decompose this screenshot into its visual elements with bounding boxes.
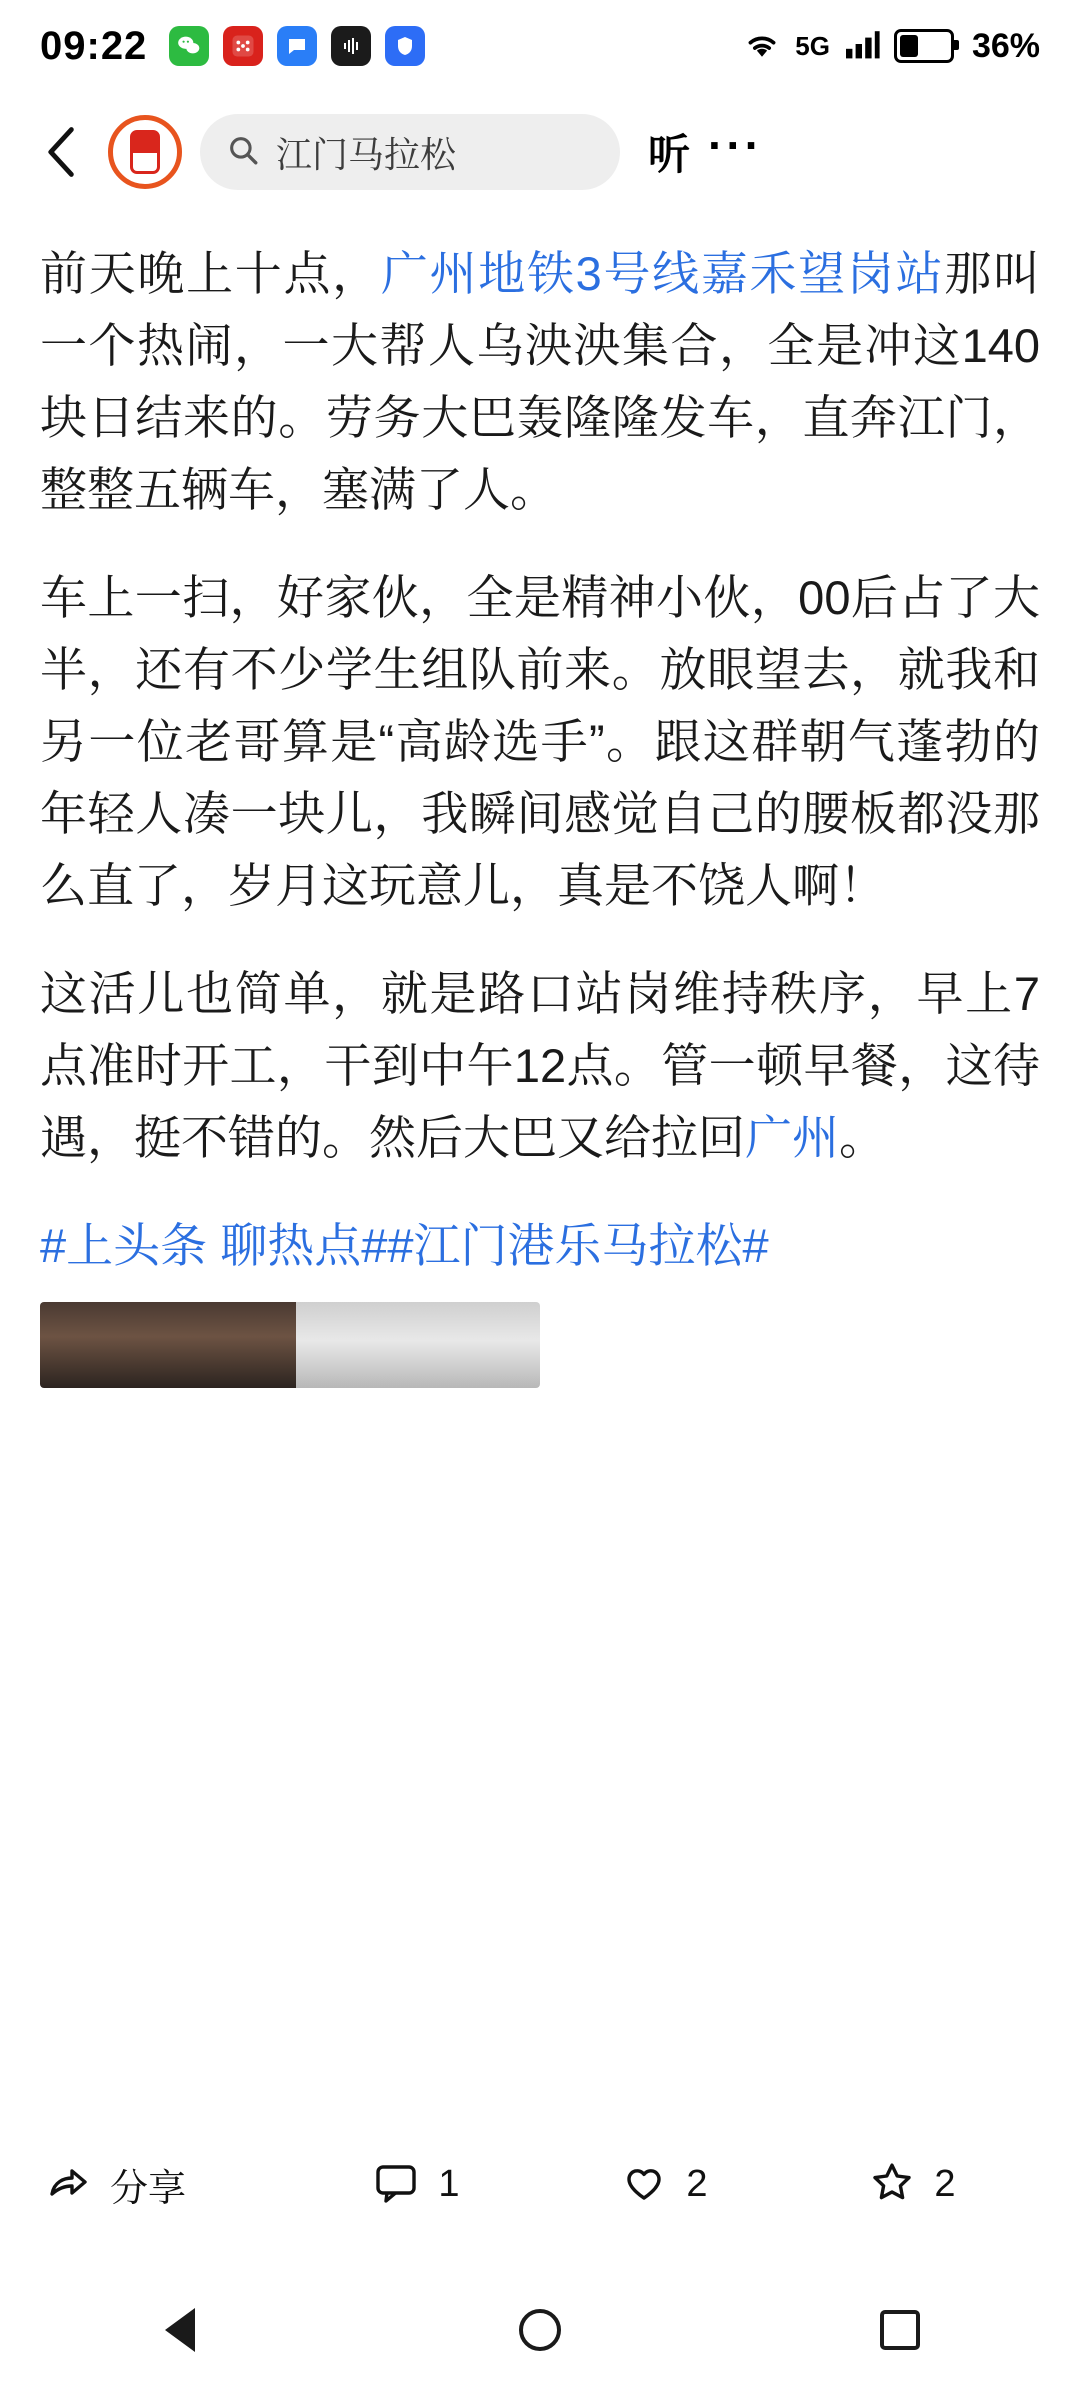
favorite-button[interactable]	[788, 2158, 1036, 2211]
back-triangle-icon	[165, 2308, 195, 2352]
article-hashtags[interactable]: #上头条 聊热点##江门港乐马拉松#	[40, 1219, 769, 1272]
audio-icon	[331, 26, 371, 66]
search-input-value: 江门马拉松	[276, 133, 457, 175]
article-paragraph-1	[40, 238, 1040, 526]
inline-link-metro-station[interactable]: 广州地铁3号线嘉禾望岗站	[380, 247, 945, 300]
back-button[interactable]	[34, 124, 90, 180]
app-bar	[0, 92, 1080, 212]
article-paragraph-3	[40, 958, 1040, 1174]
home-circle-icon	[519, 2309, 561, 2351]
signal-bars-icon	[842, 28, 882, 65]
paragraph-1-segment-3: 那叫一个热闹，一大帮人乌泱泱集合，全是冲这140块日结来的。劳务大巴轰隆隆发车，直奔江门，整整五辆车，塞满了人。	[40, 247, 1041, 516]
wifi-icon	[741, 27, 783, 66]
share-label: 分享	[110, 2167, 187, 2210]
share-icon	[44, 2158, 92, 2211]
listen-button[interactable]: 听	[648, 131, 691, 178]
system-nav-bar	[0, 2260, 1080, 2400]
status-bar	[0, 0, 1080, 92]
favorite-count: 2	[934, 2162, 956, 2205]
chevron-left-icon	[39, 124, 85, 180]
photo-thumb-2[interactable]	[296, 1302, 540, 1388]
battery-percent-label: 36%	[971, 26, 1040, 65]
photo-thumb-1[interactable]	[40, 1302, 296, 1388]
nav-recents-button[interactable]	[840, 2285, 960, 2375]
toutiao-logo-icon[interactable]	[108, 115, 182, 189]
network-type-label: 5G	[795, 30, 830, 61]
app-badge-icon	[223, 26, 263, 66]
paragraph-2-segment-1: 车上一扫，好家伙，全是精神小伙，00后占了大半，还有不少学生组队前来。放眼望去，就我和另一位老哥算是“高龄选手”。跟这群朝气蓬勃的年轻人凑一块儿，我瞬间感觉自己的腰板都没那么直了，岁月这玩意儿，真是不饶人啊！	[40, 571, 1040, 912]
inline-link-guangzhou[interactable]: 广州	[745, 1111, 839, 1164]
comment-icon	[372, 2158, 420, 2211]
search-icon	[226, 133, 260, 172]
article-paragraph-2	[40, 562, 1040, 922]
like-count: 2	[686, 2162, 708, 2205]
status-notification-icons	[169, 26, 425, 66]
star-icon	[868, 2158, 916, 2211]
article-body	[0, 212, 1080, 1388]
message-icon	[277, 26, 317, 66]
wechat-icon	[169, 26, 209, 66]
like-button[interactable]	[540, 2158, 788, 2211]
status-system-icons	[741, 27, 1040, 66]
nav-back-button[interactable]	[120, 2285, 240, 2375]
nav-home-button[interactable]	[480, 2285, 600, 2375]
action-bar	[0, 2124, 1080, 2244]
share-button[interactable]	[44, 2157, 292, 2212]
shield-icon	[385, 26, 425, 66]
more-options-button[interactable]: ···	[708, 119, 763, 171]
comment-button[interactable]	[292, 2158, 540, 2211]
comment-count: 1	[438, 2162, 460, 2205]
search-input[interactable]	[200, 114, 620, 190]
paragraph-3-segment-1: 这活儿也简单，就是路口站岗维持秩序，早上7点准时开工，干到中午12点。管一顿早餐，这待遇，挺不错的。然后大巴又给拉回	[40, 967, 1040, 1164]
paragraph-1-segment-1: 前天晚上十点，	[40, 247, 381, 300]
recents-square-icon	[880, 2310, 920, 2350]
status-time: 09:22	[40, 23, 148, 68]
paragraph-3-segment-3: 。	[839, 1111, 886, 1164]
article-image-strip[interactable]	[40, 1302, 540, 1388]
battery-icon	[894, 29, 954, 63]
heart-icon	[620, 2158, 668, 2211]
